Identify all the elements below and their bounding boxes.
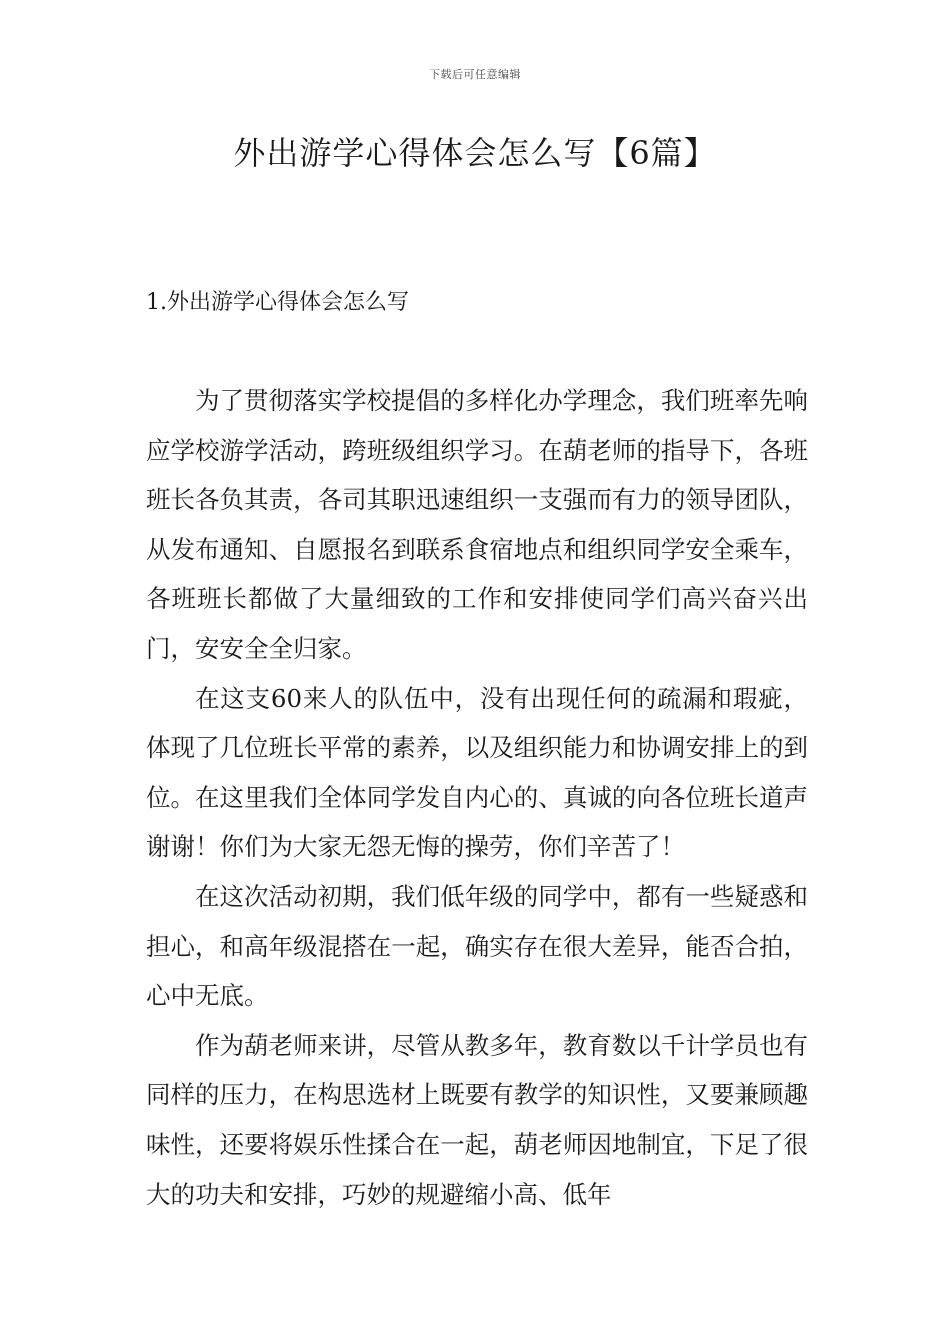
document-title: 外出游学心得体会怎么写【6篇】: [233, 134, 717, 172]
paragraph: 为了贯彻落实学校提倡的多样化办学理念，我们班率先响应学校游学活动，跨班级组织学习。在葫老师的指导下，各班班长各负其责，各司其职迅速组织一支强而有力的领导团队，从发布通知、自愿报名到联系食宿地点和组织同学安全乘车，各班班长都做了大量细致的工作和安排使同学们高兴奋兴出门，安安全全归家。: [146, 386, 808, 663]
body-text: [146, 376, 808, 1219]
header-note: 下载后可任意编辑: [429, 68, 521, 81]
paragraph: 作为葫老师来讲，尽管从教多年，教育数以千计学员也有同样的压力，在构思选材上既要有教学的知识性，又要兼顾趣味性，还要将娱乐性揉合在一起，葫老师因地制宜，下足了很大的功夫和安排，巧妙的规避缩小高、低年: [146, 1030, 808, 1209]
paragraph: 在这次活动初期，我们低年级的同学中，都有一些疑惑和担心，和高年级混搭在一起，确实存在很大差异，能否合拍，心中无底。: [146, 881, 808, 1011]
paragraph: 在这支60来人的队伍中，没有出现任何的疏漏和瑕疵，体现了几位班长平常的素养，以及组织能力和协调安排上的到位。在这里我们全体同学发自内心的、真诚的向各位班长道声谢谢！你们为大家无怨无悔的操劳，你们辛苦了！: [146, 683, 808, 862]
section-heading: 1.外出游学心得体会怎么写: [146, 290, 409, 315]
